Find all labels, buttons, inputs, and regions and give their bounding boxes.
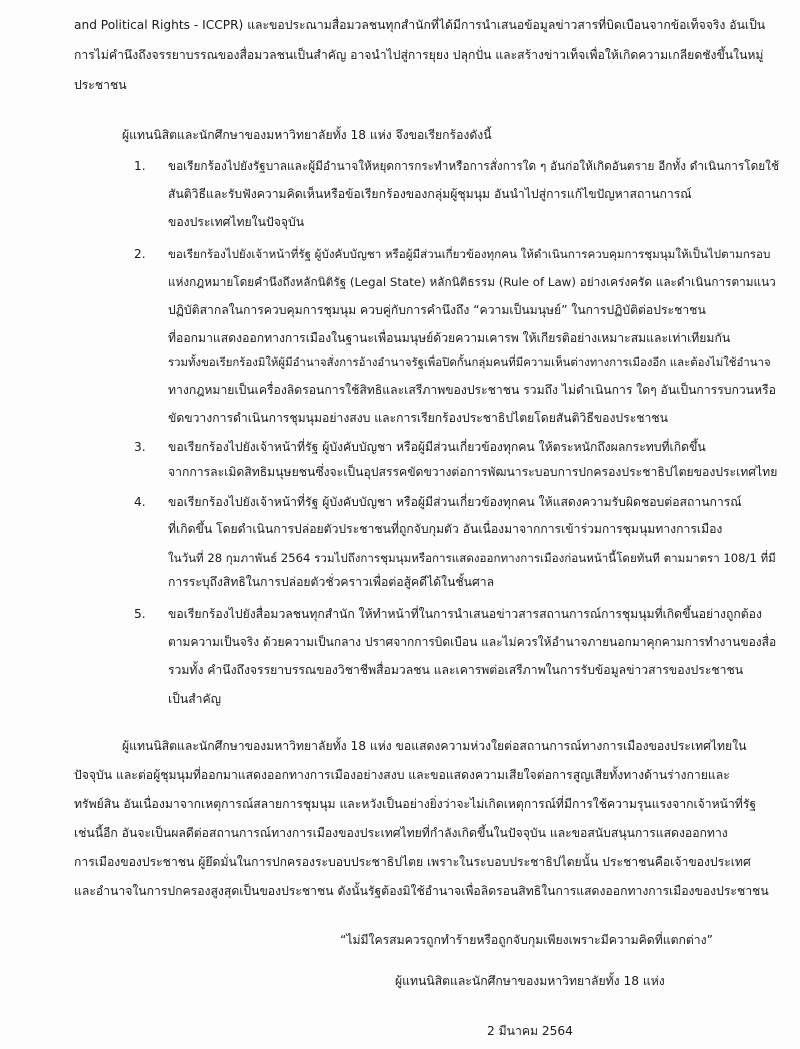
- demand-number: 1.: [134, 159, 146, 173]
- demand-line: ที่ออกมาแสดงออกทางการเมืองในฐานะเพื่อนมนุษย์ด้วยความเคารพ ให้เกียรติอย่างเหมาะสมและเท่าเทียมกัน: [168, 331, 731, 345]
- demand-line: แห่งกฎหมายโดยคำนึงถึงหลักนิติรัฐ (Legal State) หลักนิติธรรม (Rule of Law) อย่างเคร่งครัด และดำเนินการตามแนว: [168, 275, 776, 289]
- demand-line: ขอเรียกร้องไปยังเจ้าหน้าที่รัฐ ผู้บังคับบัญชา หรือผู้มีส่วนเกี่ยวข้องทุกคน ให้ตระหนักถึงผลกระทบที่เกิดขึ้น: [168, 440, 706, 454]
- concern-line: การเมืองของประชาชน ผู้ยึดมั่นในการปกครองระบอบประชาธิปไตย เพราะในระบอบประชาธิปไตยนั้น ประชาชนคือเจ้าของประเทศ: [74, 855, 751, 869]
- demand-line: สันติวิธีและรับฟังความคิดเห็นหรือข้อเรียกร้องของกลุ่มผู้ชุมนุม อันนำไปสู่การแก้ไขปัญหาสถานการณ์: [168, 187, 692, 201]
- demand-line: ทางกฎหมายเป็นเครื่องลิดรอนการใช้สิทธิและเสรีภาพของประชาชน รวมถึง ไม่ดำเนินการ ใดๆ อันเป็นการรบกวนหรือ: [168, 383, 776, 397]
- demand-line: การระบุถึงสิทธิในการปล่อยตัวชั่วคราวเพื่อต่อสู้คดีได้ในชั้นศาล: [168, 575, 495, 589]
- demand-line: ขอเรียกร้องไปยังสื่อมวลชนทุกสำนัก ให้ทำหน้าที่ในการนำเสนอข่าวสารสถานการณ์การชุมนุมที่เกิดขึ้นอย่างถูกต้อง: [168, 607, 762, 621]
- demand-line: ที่เกิดขึ้น โดยดำเนินการปล่อยตัวประชาชนที่ถูกจับกุมตัว อันเนื่องมาจากการเข้าร่วมการชุมนุมทางการเมือง: [168, 522, 723, 536]
- demand-line: รวมทั้งขอเรียกร้องมิให้ผู้มีอำนาจสั่งการอ้างอำนาจรัฐเพื่อปิดกั้นกลุ่มคนที่มีความเห็นต่างทางการเมืองอีก และต้องไม่ใช้อำนาจ: [168, 355, 771, 369]
- intro-line-1: and Political Rights - ICCPR) และขอประณามสื่อมวลชนทุกสำนักที่ได้มีการนำเสนอข้อมูลข่าวสารที่บิดเบือนจากข้อเท็จจริง อันเป็น: [74, 18, 766, 32]
- concern-line: ทรัพย์สิน อันเนื่องมาจากเหตุการณ์สลายการชุมนุม และหวังเป็นอย่างยิ่งว่าจะไม่เกิดเหตุการณ์ที่มีการใช้ความรุนแรงจากเจ้าหน้าที่รัฐ: [74, 797, 757, 811]
- demand-number: 4.: [134, 495, 146, 509]
- concern-line: ผู้แทนนิสิตและนักศึกษาของมหาวิทยาลัยทั้ง 18 แห่ง ขอแสดงความห่วงใยต่อสถานการณ์ทางการเมืองของประเทศไทยใน: [122, 739, 747, 753]
- demand-line: ขอเรียกร้องไปยังเจ้าหน้าที่รัฐ ผู้บังคับบัญชา หรือผู้มีส่วนเกี่ยวข้องทุกคน ให้แสดงความรับผิดชอบต่อสถานการณ์: [168, 495, 742, 509]
- demand-number: 2.: [134, 247, 146, 261]
- concern-line: และอำนาจในการปกครองสูงสุดเป็นของประชาชน ดังนั้นรัฐต้องมิใช้อำนาจเพื่อลิดรอนสิทธิในการแสดงออกทางการเมืองของประชาชน: [74, 884, 769, 898]
- demand-line: ขอเรียกร้องไปยังเจ้าหน้าที่รัฐ ผู้บังคับบัญชา หรือผู้มีส่วนเกี่ยวข้องทุกคน ให้ดำเนินการควบคุมการชุมนุมให้เป็นไปตามกรอบ: [168, 247, 771, 261]
- demand-number: 5.: [134, 607, 146, 621]
- signature: ผู้แทนนิสิตและนักศึกษาของมหาวิทยาลัยทั้ง 18 แห่ง: [395, 974, 665, 988]
- demand-line: ของประเทศไทยในปัจจุบัน: [168, 215, 305, 229]
- demand-line: จากการละเมิดสิทธิมนุษยชนซึ่งจะเป็นอุปสรรคขัดขวางต่อการพัฒนาระบอบการปกครองประชาธิปไตยของประเทศไทย: [168, 465, 778, 479]
- intro-line-3: ประชาชน: [74, 78, 127, 92]
- demand-line: เป็นสำคัญ: [168, 692, 222, 706]
- demand-number: 3.: [134, 440, 146, 454]
- closing-quote: “ไม่มีใครสมควรถูกทำร้ายหรือถูกจับกุมเพียงเพราะมีความคิดที่แตกต่าง”: [340, 933, 713, 947]
- concern-line: เช่นนี้อีก อันจะเป็นผลดีต่อสถานการณ์ทางการเมืองของประเทศไทยที่กำลังเกิดขึ้นในปัจจุบัน และขอสนับสนุนการแสดงออกทาง: [74, 826, 728, 840]
- demand-line: ขัดขวางการดำเนินการชุมนุมอย่างสงบ และการเรียกร้องประชาธิปไตยโดยสันติวิธีของประชาชน: [168, 411, 668, 425]
- demand-intro: ผู้แทนนิสิตและนักศึกษาของมหาวิทยาลัยทั้ง 18 แห่ง จึงขอเรียกร้องดังนี้: [122, 128, 492, 142]
- demand-line: ตามความเป็นจริง ด้วยความเป็นกลาง ปราศจากการบิดเบือน และไม่ควรให้อำนาจภายนอกมาคุกคามการทำงานของสื่อ: [168, 635, 777, 649]
- concern-line: ปัจจุบัน และต่อผู้ชุมนุมที่ออกมาแสดงออกทางการเมืองอย่างสงบ และขอแสดงความเสียใจต่อการสูญเสียทั้งทางด้านร่างกายและ: [74, 768, 730, 782]
- demand-line: ปฏิบัติสากลในการควบคุมการชุมนุม ควบคู่กับการคำนึงถึง “ความเป็นมนุษย์” ในการปฏิบัติต่อประชาชน: [168, 303, 706, 317]
- demand-line: ในวันที่ 28 กุมภาพันธ์ 2564 รวมไปถึงการชุมนุมหรือการแสดงออกทางการเมืองก่อนหน้านี้โดยทันที ตามมาตรา 108/1 ที่มี: [168, 551, 776, 565]
- demand-line: ขอเรียกร้องไปยังรัฐบาลและผู้มีอำนาจให้หยุดการกระทำหรือการสั่งการใด ๆ อันก่อให้เกิดอันตราย อีกทั้ง ดำเนินการโดยใช้: [168, 159, 779, 173]
- intro-line-2: การไม่คำนึงถึงจรรยาบรรณของสื่อมวลชนเป็นสำคัญ อาจนำไปสู่การยุยง ปลุกปั่น และสร้างข่าวเท็จเพื่อให้เกิดความเกลียดชังขึ้นในหมู่: [74, 48, 764, 62]
- document-date: 2 มีนาคม 2564: [487, 1024, 573, 1038]
- demand-line: รวมทั้ง คำนึงถึงจรรยาบรรณของวิชาชีพสื่อมวลชน และเคารพต่อเสรีภาพในการรับข้อมูลข่าวสารของประชาชน: [168, 663, 744, 677]
